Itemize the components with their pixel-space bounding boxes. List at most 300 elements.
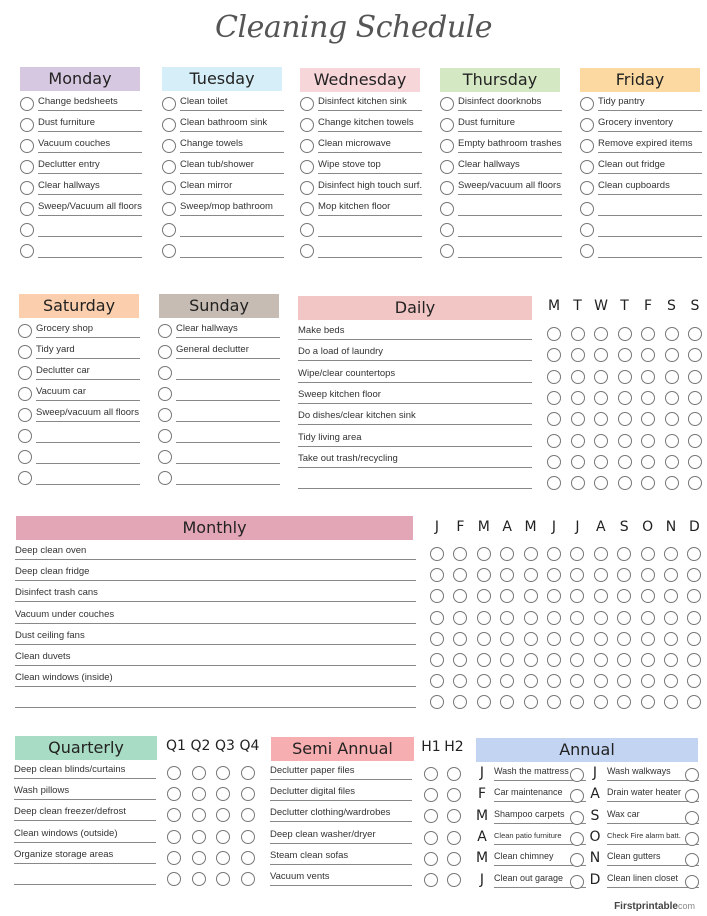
daily-checkbox-4-5[interactable] [665,412,679,426]
monthly-checkbox-0-1[interactable] [453,547,467,561]
monthly-checkbox-6-7[interactable] [594,674,608,688]
monthly-checkbox-2-0[interactable] [430,589,444,603]
semi-annual-task-4[interactable]: Steam clean sofas [270,848,412,865]
checkbox-sunday-7[interactable] [158,471,172,485]
monthly-checkbox-7-5[interactable] [547,695,561,709]
monthly-checkbox-0-3[interactable] [500,547,514,561]
task-saturday-3[interactable]: Vacuum car [36,384,140,401]
monthly-checkbox-2-10[interactable] [664,589,678,603]
monthly-checkbox-6-3[interactable] [500,674,514,688]
monthly-checkbox-0-5[interactable] [547,547,561,561]
daily-checkbox-1-4[interactable] [641,348,655,362]
task-sunday-4[interactable] [176,405,280,422]
checkbox-tuesday-3[interactable] [162,160,176,174]
semi-annual-checkbox-0-1[interactable] [447,767,461,781]
monthly-checkbox-0-11[interactable] [687,547,701,561]
monthly-checkbox-1-4[interactable] [524,568,538,582]
monthly-checkbox-5-0[interactable] [430,653,444,667]
checkbox-thursday-3[interactable] [440,160,454,174]
monthly-checkbox-5-6[interactable] [570,653,584,667]
monthly-checkbox-7-3[interactable] [500,695,514,709]
semi-annual-task-0[interactable]: Declutter paper files [270,763,412,780]
monthly-checkbox-5-2[interactable] [477,653,491,667]
daily-checkbox-2-3[interactable] [618,370,632,384]
checkbox-tuesday-0[interactable] [162,97,176,111]
checkbox-monday-5[interactable] [20,202,34,216]
monthly-checkbox-1-7[interactable] [594,568,608,582]
daily-checkbox-1-3[interactable] [618,348,632,362]
monthly-checkbox-6-11[interactable] [687,674,701,688]
annual-task-right-3[interactable]: Check Fire alarm batt. [607,828,699,845]
task-friday-7[interactable] [598,241,702,258]
annual-task-left-4[interactable]: Clean chimney [494,849,586,866]
monthly-checkbox-4-9[interactable] [641,632,655,646]
monthly-checkbox-3-8[interactable] [617,611,631,625]
monthly-checkbox-5-7[interactable] [594,653,608,667]
task-tuesday-0[interactable]: Clean toilet [180,94,284,111]
monthly-task-6[interactable]: Clean windows (inside) [15,670,416,687]
task-friday-4[interactable]: Clean cupboards [598,178,702,195]
monthly-checkbox-0-4[interactable] [524,547,538,561]
daily-checkbox-3-6[interactable] [688,391,702,405]
checkbox-monday-3[interactable] [20,160,34,174]
checkbox-sunday-0[interactable] [158,324,172,338]
checkbox-sunday-1[interactable] [158,345,172,359]
monthly-checkbox-2-2[interactable] [477,589,491,603]
checkbox-friday-3[interactable] [580,160,594,174]
monthly-checkbox-4-5[interactable] [547,632,561,646]
annual-task-left-3[interactable]: Clean patio furniture [494,828,586,845]
monthly-checkbox-7-7[interactable] [594,695,608,709]
monthly-checkbox-3-0[interactable] [430,611,444,625]
monthly-checkbox-1-5[interactable] [547,568,561,582]
daily-task-1[interactable]: Do a load of laundry [298,344,532,361]
monthly-checkbox-4-7[interactable] [594,632,608,646]
quarterly-checkbox-4-0[interactable] [167,851,181,865]
task-sunday-1[interactable]: General declutter [176,342,280,359]
task-wednesday-5[interactable]: Mop kitchen floor [318,199,422,216]
monthly-checkbox-7-10[interactable] [664,695,678,709]
annual-checkbox-left-3[interactable] [570,832,584,846]
semi-annual-checkbox-0-0[interactable] [424,767,438,781]
monthly-checkbox-5-10[interactable] [664,653,678,667]
checkbox-wednesday-4[interactable] [300,181,314,195]
monthly-checkbox-7-11[interactable] [687,695,701,709]
task-tuesday-7[interactable] [180,241,284,258]
monthly-task-0[interactable]: Deep clean oven [15,543,416,560]
checkbox-friday-7[interactable] [580,244,594,258]
monthly-checkbox-3-5[interactable] [547,611,561,625]
daily-task-6[interactable]: Take out trash/recycling [298,451,532,468]
quarterly-checkbox-3-1[interactable] [192,830,206,844]
daily-checkbox-5-2[interactable] [594,434,608,448]
quarterly-checkbox-3-2[interactable] [216,830,230,844]
task-sunday-3[interactable] [176,384,280,401]
monthly-checkbox-7-9[interactable] [641,695,655,709]
monthly-checkbox-5-1[interactable] [453,653,467,667]
task-sunday-7[interactable] [176,468,280,485]
daily-checkbox-3-3[interactable] [618,391,632,405]
daily-checkbox-3-1[interactable] [571,391,585,405]
task-friday-2[interactable]: Remove expired items [598,136,702,153]
checkbox-thursday-0[interactable] [440,97,454,111]
checkbox-wednesday-2[interactable] [300,139,314,153]
task-monday-5[interactable]: Sweep/Vacuum all floors [38,199,142,216]
annual-checkbox-right-2[interactable] [685,811,699,825]
monthly-checkbox-4-1[interactable] [453,632,467,646]
monthly-checkbox-5-3[interactable] [500,653,514,667]
monthly-checkbox-4-11[interactable] [687,632,701,646]
monthly-checkbox-5-9[interactable] [641,653,655,667]
checkbox-thursday-4[interactable] [440,181,454,195]
annual-task-right-2[interactable]: Wax car [607,807,699,824]
daily-checkbox-3-0[interactable] [547,391,561,405]
monthly-checkbox-0-6[interactable] [570,547,584,561]
checkbox-monday-0[interactable] [20,97,34,111]
checkbox-wednesday-3[interactable] [300,160,314,174]
monthly-checkbox-5-11[interactable] [687,653,701,667]
daily-task-2[interactable]: Wipe/clear countertops [298,366,532,383]
task-thursday-4[interactable]: Sweep/vacuum all floors [458,178,562,195]
monthly-checkbox-5-8[interactable] [617,653,631,667]
monthly-checkbox-4-0[interactable] [430,632,444,646]
daily-checkbox-4-3[interactable] [618,412,632,426]
checkbox-saturday-6[interactable] [18,450,32,464]
monthly-checkbox-2-6[interactable] [570,589,584,603]
quarterly-checkbox-2-3[interactable] [241,808,255,822]
checkbox-saturday-3[interactable] [18,387,32,401]
task-thursday-6[interactable] [458,220,562,237]
monthly-checkbox-7-8[interactable] [617,695,631,709]
semi-annual-checkbox-5-0[interactable] [424,873,438,887]
semi-annual-checkbox-3-0[interactable] [424,831,438,845]
monthly-checkbox-2-8[interactable] [617,589,631,603]
daily-checkbox-0-5[interactable] [665,327,679,341]
task-wednesday-3[interactable]: Wipe stove top [318,157,422,174]
checkbox-tuesday-6[interactable] [162,223,176,237]
quarterly-checkbox-1-0[interactable] [167,787,181,801]
task-thursday-1[interactable]: Dust furniture [458,115,562,132]
checkbox-friday-1[interactable] [580,118,594,132]
task-monday-1[interactable]: Dust furniture [38,115,142,132]
monthly-checkbox-7-0[interactable] [430,695,444,709]
annual-checkbox-left-5[interactable] [570,875,584,889]
checkbox-saturday-2[interactable] [18,366,32,380]
daily-checkbox-6-3[interactable] [618,455,632,469]
task-wednesday-2[interactable]: Clean microwave [318,136,422,153]
task-monday-2[interactable]: Vacuum couches [38,136,142,153]
monthly-task-4[interactable]: Dust ceiling fans [15,628,416,645]
daily-checkbox-3-4[interactable] [641,391,655,405]
semi-annual-checkbox-2-1[interactable] [447,809,461,823]
daily-checkbox-3-5[interactable] [665,391,679,405]
task-saturday-7[interactable] [36,468,140,485]
daily-checkbox-7-2[interactable] [594,476,608,490]
task-tuesday-3[interactable]: Clean tub/shower [180,157,284,174]
daily-checkbox-0-0[interactable] [547,327,561,341]
monthly-checkbox-1-8[interactable] [617,568,631,582]
task-saturday-1[interactable]: Tidy yard [36,342,140,359]
checkbox-friday-2[interactable] [580,139,594,153]
quarterly-checkbox-5-0[interactable] [167,872,181,886]
monthly-checkbox-4-2[interactable] [477,632,491,646]
checkbox-tuesday-1[interactable] [162,118,176,132]
monthly-checkbox-7-2[interactable] [477,695,491,709]
daily-task-0[interactable]: Make beds [298,323,532,340]
task-monday-7[interactable] [38,241,142,258]
monthly-checkbox-7-6[interactable] [570,695,584,709]
checkbox-sunday-2[interactable] [158,366,172,380]
daily-checkbox-1-2[interactable] [594,348,608,362]
monthly-checkbox-3-9[interactable] [641,611,655,625]
quarterly-task-1[interactable]: Wash pillows [14,783,156,800]
quarterly-checkbox-5-1[interactable] [192,872,206,886]
daily-checkbox-7-1[interactable] [571,476,585,490]
quarterly-checkbox-2-2[interactable] [216,808,230,822]
task-thursday-2[interactable]: Empty bathroom trashes [458,136,562,153]
daily-checkbox-4-2[interactable] [594,412,608,426]
daily-checkbox-6-1[interactable] [571,455,585,469]
daily-checkbox-6-5[interactable] [665,455,679,469]
monthly-checkbox-2-5[interactable] [547,589,561,603]
task-friday-0[interactable]: Tidy pantry [598,94,702,111]
annual-task-left-5[interactable]: Clean out garage [494,871,586,888]
checkbox-sunday-6[interactable] [158,450,172,464]
daily-checkbox-0-2[interactable] [594,327,608,341]
checkbox-tuesday-2[interactable] [162,139,176,153]
quarterly-checkbox-2-0[interactable] [167,808,181,822]
semi-annual-task-2[interactable]: Declutter clothing/wardrobes [270,805,412,822]
checkbox-monday-7[interactable] [20,244,34,258]
monthly-checkbox-0-10[interactable] [664,547,678,561]
semi-annual-checkbox-4-1[interactable] [447,852,461,866]
checkbox-friday-6[interactable] [580,223,594,237]
task-friday-5[interactable] [598,199,702,216]
daily-checkbox-0-1[interactable] [571,327,585,341]
daily-checkbox-5-4[interactable] [641,434,655,448]
task-thursday-0[interactable]: Disinfect doorknobs [458,94,562,111]
semi-annual-task-5[interactable]: Vacuum vents [270,869,412,886]
task-monday-3[interactable]: Declutter entry [38,157,142,174]
checkbox-saturday-1[interactable] [18,345,32,359]
monthly-checkbox-5-5[interactable] [547,653,561,667]
quarterly-checkbox-1-1[interactable] [192,787,206,801]
monthly-checkbox-4-3[interactable] [500,632,514,646]
task-thursday-7[interactable] [458,241,562,258]
checkbox-sunday-3[interactable] [158,387,172,401]
monthly-checkbox-4-6[interactable] [570,632,584,646]
quarterly-checkbox-0-0[interactable] [167,766,181,780]
task-monday-4[interactable]: Clear hallways [38,178,142,195]
annual-checkbox-right-0[interactable] [685,768,699,782]
daily-checkbox-0-6[interactable] [688,327,702,341]
quarterly-checkbox-1-3[interactable] [241,787,255,801]
daily-checkbox-4-6[interactable] [688,412,702,426]
monthly-checkbox-6-0[interactable] [430,674,444,688]
task-saturday-0[interactable]: Grocery shop [36,321,140,338]
monthly-checkbox-3-4[interactable] [524,611,538,625]
checkbox-monday-4[interactable] [20,181,34,195]
checkbox-saturday-7[interactable] [18,471,32,485]
daily-checkbox-5-0[interactable] [547,434,561,448]
daily-checkbox-4-4[interactable] [641,412,655,426]
daily-checkbox-2-5[interactable] [665,370,679,384]
annual-task-left-1[interactable]: Car maintenance [494,785,586,802]
monthly-checkbox-1-6[interactable] [570,568,584,582]
quarterly-checkbox-1-2[interactable] [216,787,230,801]
semi-annual-checkbox-5-1[interactable] [447,873,461,887]
task-wednesday-7[interactable] [318,241,422,258]
monthly-checkbox-4-8[interactable] [617,632,631,646]
daily-checkbox-2-1[interactable] [571,370,585,384]
semi-annual-checkbox-4-0[interactable] [424,852,438,866]
monthly-task-7[interactable] [15,691,416,708]
checkbox-friday-5[interactable] [580,202,594,216]
daily-checkbox-7-4[interactable] [641,476,655,490]
task-tuesday-1[interactable]: Clean bathroom sink [180,115,284,132]
annual-task-right-1[interactable]: Drain water heater [607,785,699,802]
daily-checkbox-2-6[interactable] [688,370,702,384]
monthly-checkbox-2-9[interactable] [641,589,655,603]
checkbox-thursday-6[interactable] [440,223,454,237]
daily-checkbox-2-0[interactable] [547,370,561,384]
checkbox-monday-6[interactable] [20,223,34,237]
quarterly-checkbox-5-2[interactable] [216,872,230,886]
task-tuesday-6[interactable] [180,220,284,237]
monthly-checkbox-6-9[interactable] [641,674,655,688]
semi-annual-checkbox-1-1[interactable] [447,788,461,802]
monthly-checkbox-0-9[interactable] [641,547,655,561]
quarterly-checkbox-3-3[interactable] [241,830,255,844]
checkbox-wednesday-6[interactable] [300,223,314,237]
annual-task-left-2[interactable]: Shampoo carpets [494,807,586,824]
monthly-checkbox-7-1[interactable] [453,695,467,709]
monthly-checkbox-0-0[interactable] [430,547,444,561]
quarterly-checkbox-2-1[interactable] [192,808,206,822]
daily-checkbox-5-1[interactable] [571,434,585,448]
monthly-checkbox-3-10[interactable] [664,611,678,625]
daily-checkbox-1-0[interactable] [547,348,561,362]
monthly-checkbox-0-2[interactable] [477,547,491,561]
checkbox-thursday-7[interactable] [440,244,454,258]
monthly-checkbox-3-1[interactable] [453,611,467,625]
monthly-checkbox-3-2[interactable] [477,611,491,625]
daily-checkbox-4-0[interactable] [547,412,561,426]
task-saturday-4[interactable]: Sweep/vacuum all floors [36,405,140,422]
semi-annual-checkbox-2-0[interactable] [424,809,438,823]
task-wednesday-4[interactable]: Disinfect high touch surf. [318,178,422,195]
monthly-checkbox-1-0[interactable] [430,568,444,582]
annual-task-right-4[interactable]: Clean gutters [607,849,699,866]
monthly-checkbox-6-10[interactable] [664,674,678,688]
monthly-checkbox-6-5[interactable] [547,674,561,688]
daily-task-3[interactable]: Sweep kitchen floor [298,387,532,404]
monthly-checkbox-2-11[interactable] [687,589,701,603]
quarterly-checkbox-4-2[interactable] [216,851,230,865]
daily-checkbox-7-6[interactable] [688,476,702,490]
semi-annual-task-3[interactable]: Deep clean washer/dryer [270,827,412,844]
checkbox-thursday-2[interactable] [440,139,454,153]
quarterly-task-5[interactable] [14,868,156,885]
monthly-checkbox-2-1[interactable] [453,589,467,603]
task-monday-0[interactable]: Change bedsheets [38,94,142,111]
task-tuesday-5[interactable]: Sweep/mop bathroom [180,199,284,216]
task-friday-3[interactable]: Clean out fridge [598,157,702,174]
monthly-checkbox-4-4[interactable] [524,632,538,646]
semi-annual-checkbox-3-1[interactable] [447,831,461,845]
monthly-task-5[interactable]: Clean duvets [15,649,416,666]
checkbox-friday-4[interactable] [580,181,594,195]
checkbox-wednesday-5[interactable] [300,202,314,216]
semi-annual-checkbox-1-0[interactable] [424,788,438,802]
checkbox-saturday-5[interactable] [18,429,32,443]
task-monday-6[interactable] [38,220,142,237]
monthly-checkbox-6-8[interactable] [617,674,631,688]
monthly-checkbox-7-4[interactable] [524,695,538,709]
monthly-checkbox-2-4[interactable] [524,589,538,603]
monthly-checkbox-1-9[interactable] [641,568,655,582]
checkbox-friday-0[interactable] [580,97,594,111]
monthly-checkbox-0-8[interactable] [617,547,631,561]
task-sunday-5[interactable] [176,426,280,443]
task-tuesday-4[interactable]: Clean mirror [180,178,284,195]
monthly-checkbox-6-6[interactable] [570,674,584,688]
monthly-checkbox-1-1[interactable] [453,568,467,582]
annual-checkbox-right-5[interactable] [685,875,699,889]
daily-checkbox-7-0[interactable] [547,476,561,490]
monthly-checkbox-2-3[interactable] [500,589,514,603]
daily-task-4[interactable]: Do dishes/clear kitchen sink [298,408,532,425]
daily-task-5[interactable]: Tidy living area [298,430,532,447]
checkbox-thursday-5[interactable] [440,202,454,216]
checkbox-tuesday-5[interactable] [162,202,176,216]
task-friday-6[interactable] [598,220,702,237]
task-wednesday-6[interactable] [318,220,422,237]
quarterly-checkbox-0-1[interactable] [192,766,206,780]
task-thursday-3[interactable]: Clear hallways [458,157,562,174]
annual-task-left-0[interactable]: Wash the mattress [494,764,586,781]
monthly-checkbox-6-4[interactable] [524,674,538,688]
monthly-checkbox-0-7[interactable] [594,547,608,561]
checkbox-tuesday-4[interactable] [162,181,176,195]
task-tuesday-2[interactable]: Change towels [180,136,284,153]
quarterly-checkbox-3-0[interactable] [167,830,181,844]
daily-checkbox-6-2[interactable] [594,455,608,469]
monthly-checkbox-5-4[interactable] [524,653,538,667]
daily-checkbox-1-1[interactable] [571,348,585,362]
task-sunday-6[interactable] [176,447,280,464]
checkbox-sunday-4[interactable] [158,408,172,422]
checkbox-saturday-4[interactable] [18,408,32,422]
annual-checkbox-left-0[interactable] [570,768,584,782]
task-saturday-6[interactable] [36,447,140,464]
semi-annual-task-1[interactable]: Declutter digital files [270,784,412,801]
daily-checkbox-6-4[interactable] [641,455,655,469]
checkbox-sunday-5[interactable] [158,429,172,443]
annual-task-right-5[interactable]: Clean linen closet [607,871,699,888]
daily-checkbox-1-5[interactable] [665,348,679,362]
daily-checkbox-7-3[interactable] [618,476,632,490]
monthly-checkbox-3-7[interactable] [594,611,608,625]
monthly-task-2[interactable]: Disinfect trash cans [15,585,416,602]
monthly-checkbox-3-11[interactable] [687,611,701,625]
daily-task-7[interactable] [298,472,532,489]
monthly-checkbox-3-3[interactable] [500,611,514,625]
monthly-checkbox-2-7[interactable] [594,589,608,603]
monthly-checkbox-1-11[interactable] [687,568,701,582]
daily-checkbox-0-4[interactable] [641,327,655,341]
daily-checkbox-4-1[interactable] [571,412,585,426]
